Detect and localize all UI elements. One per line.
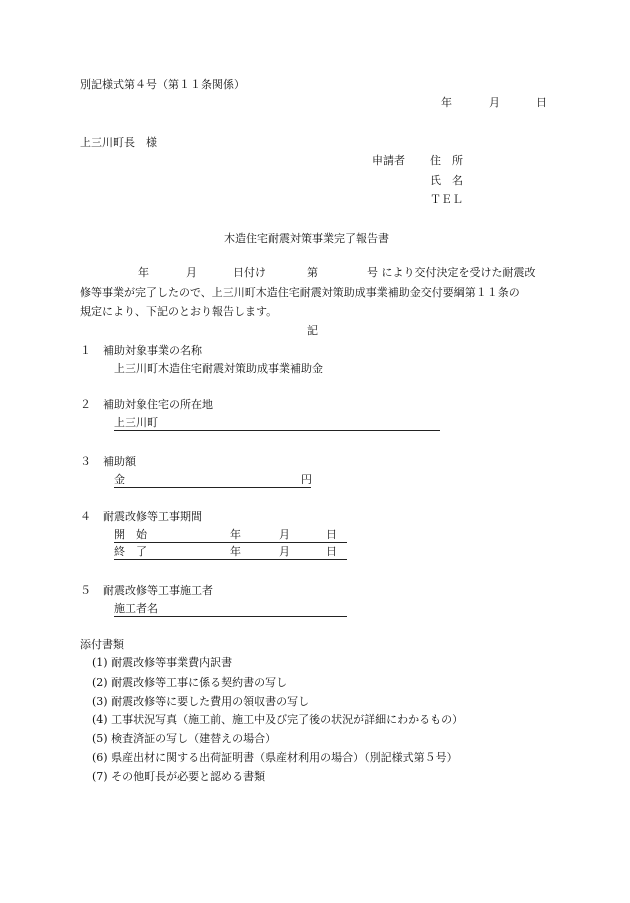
addressee: 上三川町長 様 xyxy=(80,136,157,149)
item-4-label: 耐震改修等工事期間 xyxy=(103,510,202,523)
item-2-value: 上三川町 xyxy=(114,416,158,429)
attachments-heading: 添付書類 xyxy=(80,638,124,651)
item-4-number: ４ xyxy=(80,510,91,523)
item-2-address-line xyxy=(114,417,440,431)
item-4-end-month: 月 xyxy=(279,545,290,558)
item-2-label: 補助対象住宅の所在地 xyxy=(103,398,213,411)
item-4-start-month: 月 xyxy=(279,528,290,541)
attachment-item: (2) 耐震改修等工事に係る契約書の写し xyxy=(92,676,288,689)
item-3-label: 補助額 xyxy=(103,455,136,468)
item-2-number: ２ xyxy=(80,398,91,411)
item-4-start-label: 開 始 xyxy=(114,528,147,541)
attachment-item: (6) 県産出材に関する出荷証明書（県産材利用の場合）（別記様式第５号） xyxy=(92,751,458,764)
item-4-end-label: 終 了 xyxy=(114,545,147,558)
body-month-label: 月 xyxy=(186,266,197,279)
applicant-tel-label: ＴＥＬ xyxy=(430,193,463,206)
body-year-label: 年 xyxy=(138,266,149,279)
item-4-start-year: 年 xyxy=(230,528,241,541)
date-month-label: 月 xyxy=(489,96,500,109)
attachment-item: (3) 耐震改修等に要した費用の領収書の写し xyxy=(92,695,310,708)
item-1-label: 補助対象事業の名称 xyxy=(103,344,202,357)
item-3-prefix: 金 xyxy=(114,473,125,486)
item-4-start-day: 日 xyxy=(326,528,337,541)
date-year-label: 年 xyxy=(441,96,452,109)
item-4-start-line xyxy=(114,529,347,543)
item-3-suffix: 円 xyxy=(301,473,312,486)
document-title: 木造住宅耐震対策事業完了報告書 xyxy=(224,232,389,245)
body-line2: 修等事業が完了したので、上三川町木造住宅耐震対策助成事業補助金交付要綱第１１条の xyxy=(80,286,520,299)
attachment-item: (5) 検査済証の写し（建替えの場合） xyxy=(92,732,277,745)
attachment-item: (1) 耐震改修等事業費内訳書 xyxy=(92,656,233,669)
item-3-number: ３ xyxy=(80,455,91,468)
item-1-value: 上三川町木造住宅耐震対策助成事業補助金 xyxy=(114,362,323,375)
ki-label: 記 xyxy=(307,324,318,337)
item-5-label: 耐震改修等工事施工者 xyxy=(103,584,213,597)
date-day-label: 日 xyxy=(536,96,547,109)
item-5-contractor-line xyxy=(114,603,347,617)
applicant-label: 申請者 xyxy=(372,154,405,167)
body-line1-rest: 号 により交付決定を受けた耐震改 xyxy=(367,266,536,279)
applicant-name-label: 氏 名 xyxy=(430,174,463,187)
applicant-address-label: 住 所 xyxy=(430,154,463,167)
body-line3: 規定により、下記のとおり報告します。 xyxy=(80,305,278,318)
body-dai-label: 第 xyxy=(307,266,318,279)
item-5-value: 施工者名 xyxy=(114,602,158,615)
item-4-end-line xyxy=(114,546,347,560)
item-4-end-day: 日 xyxy=(326,545,337,558)
attachment-item: (4) 工事状況写真（施工前、施工中及び完了後の状況が詳細にわかるもの） xyxy=(92,713,464,726)
body-day-issued-label: 日付け xyxy=(233,266,266,279)
attachment-item: (7) その他町長が必要と認める書類 xyxy=(92,770,266,783)
item-3-amount-line xyxy=(114,474,311,488)
form-number: 別記様式第４号（第１１条関係） xyxy=(80,78,245,91)
item-4-end-year: 年 xyxy=(230,545,241,558)
item-5-number: ５ xyxy=(80,584,91,597)
item-1-number: １ xyxy=(80,344,91,357)
